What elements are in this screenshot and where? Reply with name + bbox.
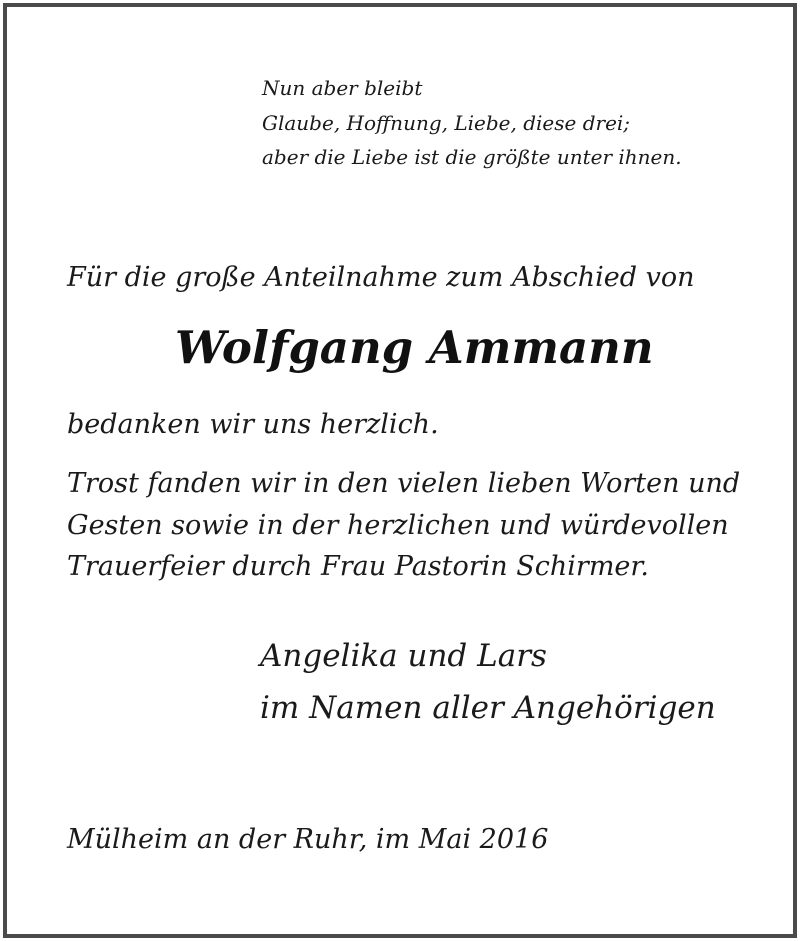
verse-line-2: Glaube, Hoffnung, Liebe, diese drei; bbox=[262, 111, 631, 135]
signature-line-1: Angelika und Lars bbox=[260, 638, 547, 674]
paragraph-line-2: Gesten sowie in der herzlichen und würdevollen bbox=[67, 510, 729, 541]
verse-line-1: Nun aber bleibt bbox=[262, 76, 423, 100]
place-date: Mülheim an der Ruhr, im Mai 2016 bbox=[67, 824, 549, 855]
signature-line-2: im Namen aller Angehörigen bbox=[260, 690, 716, 726]
deceased-name: Wolfgang Ammann bbox=[175, 321, 654, 374]
intro-text: Für die große Anteilnahme zum Abschied von bbox=[67, 262, 695, 293]
paragraph-line-3: Trauerfeier durch Frau Pastorin Schirmer. bbox=[67, 551, 649, 582]
thanks-text: bedanken wir uns herzlich. bbox=[67, 409, 439, 440]
verse-line-3: aber die Liebe ist die größte unter ihnen. bbox=[262, 145, 682, 169]
paragraph-line-1: Trost fanden wir in den vielen lieben Worten und bbox=[67, 468, 741, 499]
